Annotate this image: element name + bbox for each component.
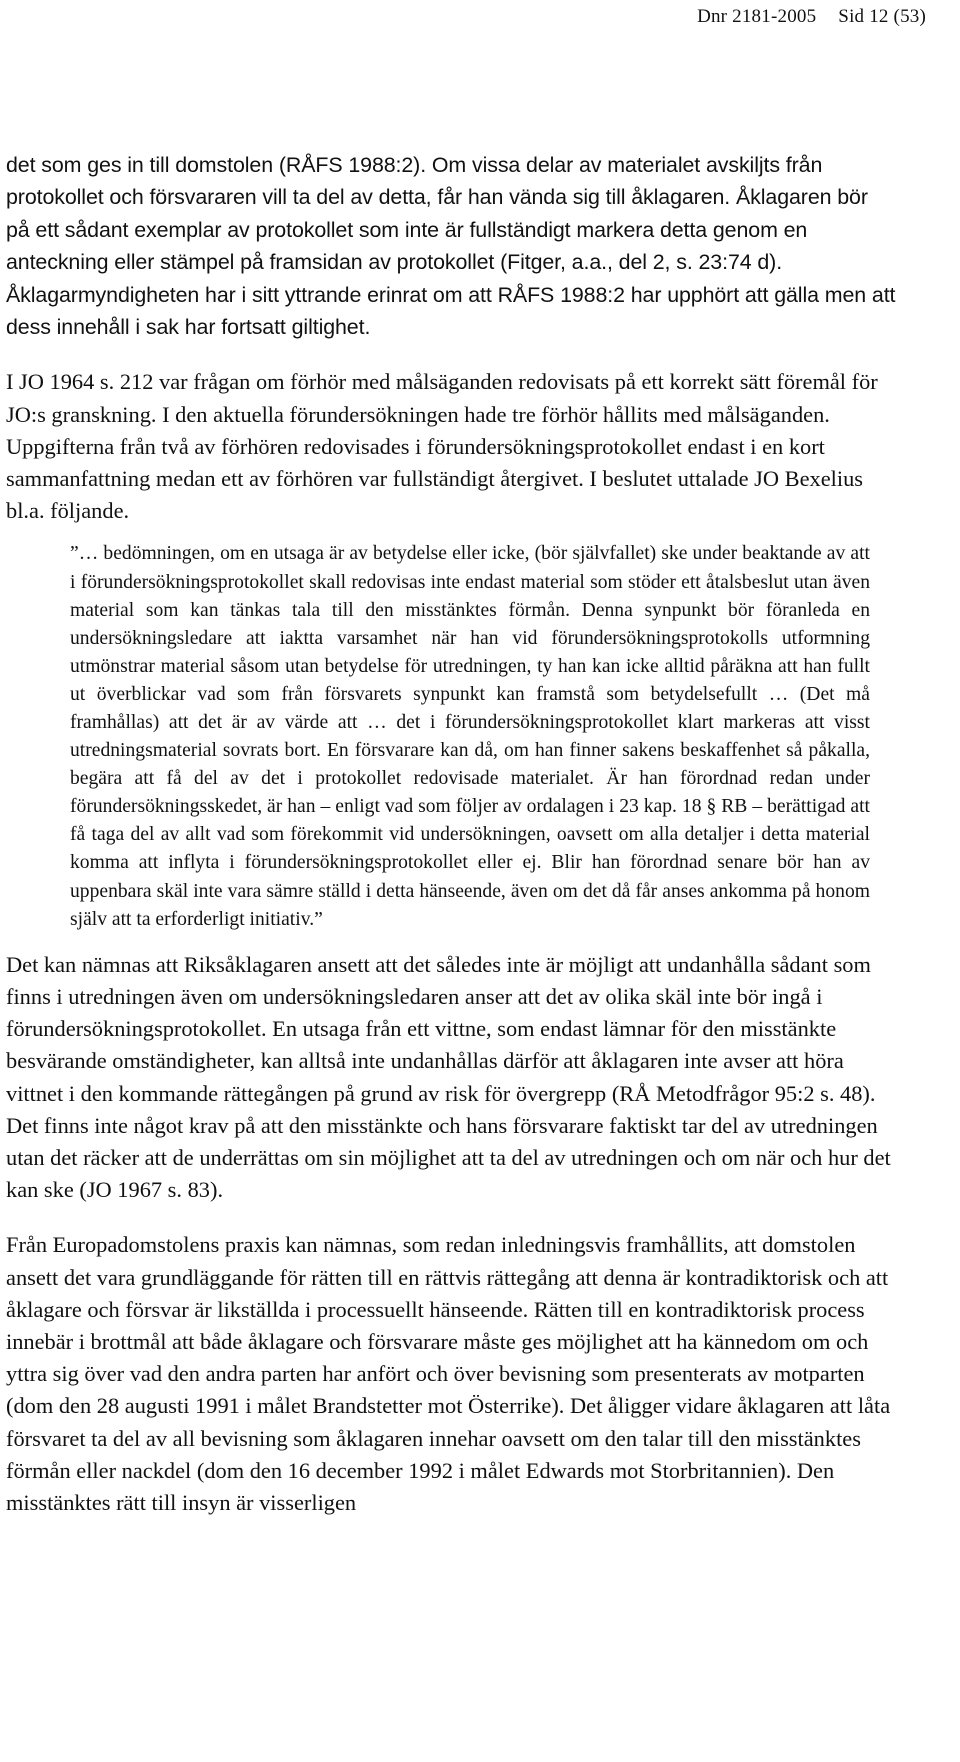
page-number: Sid 12 (53)	[838, 6, 926, 27]
document-body	[6, 149, 896, 1519]
paragraph-rafs: det som ges in till domstolen (RÅFS 1988:2). Om vissa delar av materialet avskiljts från protokollet och försvararen vill ta del av detta, får han vända sig till åklagaren. Åklagaren bör på ett sådant exemplar av protokollet som inte är fullständigt markera detta genom en anteckning eller stämpel på framsidan av protokollet (Fitger, a.a., del 2, s. 23:74 d). Åklagarmyndigheten har i sitt yttrande erinrat om att RÅFS 1988:2 har upphört att gälla men att dess innehåll i sak har fortsatt giltighet.	[6, 153, 896, 340]
quotation-jo-bexelius: ”… bedömningen, om en utsaga är av betydelse eller icke, (bör självfallet) ske under beaktande av att i förundersökningsprotokollet skall redovisas inte endast material som stöder ett åtalsbeslut utan även material som kan tänkas tala till den misstänktes förmån. Denna synpunkt bör föranleda en undersökningsledare att iaktta varsamhet när han vid förundersökningsprotokolls utformning utmönstrar material såsom utan betydelse för utredningen, ty han kan icke alltid påräkna att han fullt ut överblickar vad som från försvarets synpunkt kan framstå som betydelsefullt … (Det må framhållas) att det är av värde att … det i förundersökningsprotokollet klart markeras att visst utredningsmaterial sovrats bort. En försvarare kan då, om han finner sakens beskaffenhet så påkalla, begära att få del av det i protokollet redovisade materialet. Är han förordnad redan under förundersökningsskedet, är han – enligt vad som följer av ordalagen i 23 kap. 18 § RB – berättigad att få taga del av allt vad som förekommit vid undersökningen, oavsett om alla detaljer i detta material komma att inflyta i förundersökningsprotokollet eller ej. Blir han förordnad senare bör han av uppenbara skäl inte vara sämre ställd i detta hänseende, även om det då får anses ankomma på honom själv att ta erforderligt initiativ.”	[70, 543, 870, 930]
paragraph-riksaklagaren: Det kan nämnas att Riksåklagaren ansett att det således inte är möjligt att undanhålla sådant som finns i utredningen även om undersökningsledaren anser att det av olika skäl inte bör ingå i förundersökningsprotokollet. En utsaga från ett vittne, som endast lämnar för den misstänkte besvärande omständigheter, kan alltså inte undanhållas därför att åklagaren inte avser att höra vittnet i den kommande rättegången på grund av risk för övergrepp (RÅ Metodfrågor 95:2 s. 48). Det finns inte något krav på att den misstänkte och hans försvarare faktiskt tar del av utredningen utan det räcker att de underrättas om sin möjlighet att ta del av utredningen och om när och hur det kan ske (JO 1967 s. 83).	[6, 951, 891, 1203]
paragraph-europadomstolen: Från Europadomstolens praxis kan nämnas, som redan inledningsvis framhållits, att domstolen ansett det vara grundläggande för rätten till en rättvis rättegång att denna är kontradiktorisk och att åklagare och försvar är likställda i processuellt hänseende. Rätten till en kontradiktorisk process innebär i brottmål att både åklagare och försvarare måste ges möjlighet att ha kännedom om och yttra sig över vad den andra parten har anfört och över bevisning som presenterats av motparten (dom den 28 augusti 1991 i målet Brandstetter mot Österrike). Det åligger vidare åklagaren att låta försvaret ta del av all bevisning som åklagaren innehar oavsett om den talar till den misstänktes förmån eller nackdel (dom den 16 december 1992 i målet Edwards mot Storbritannien). Den misstänktes rätt till insyn är visserligen	[6, 1232, 891, 1516]
paragraph-jo-1964: I JO 1964 s. 212 var frågan om förhör med målsäganden redovisats på ett korrekt sätt föremål för JO:s granskning. I den aktuella förundersökningen hade tre förhör hållits med målsäganden. Uppgifterna från två av förhören redovisades i förundersökningsprotokollet endast i en kort sammanfattning medan ett av förhören var fullständigt återgivet. I beslutet uttalade JO Bexelius bl.a. följande.	[6, 369, 878, 524]
document-number: Dnr 2181-2005	[697, 6, 817, 27]
paragraph-spacer	[6, 1206, 896, 1229]
paragraph-spacer	[6, 343, 896, 366]
page-header	[697, 4, 926, 30]
